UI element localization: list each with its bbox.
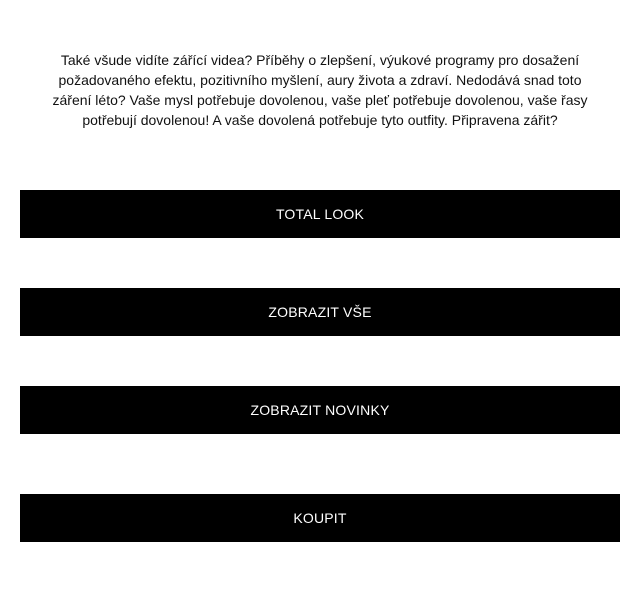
intro-text: Také všude vidíte zářící videa? Příběhy o zlepšení, výukové programy pro dosažení požadovaného efektu, pozitivního myšlení, aury života a zdraví. Nedodává snad toto záření léto? Vaše mysl potřebuje dovolenou, vaše pleť potřebuje dovolenou, vaše řasy potřebují dovolenou! A vaše dovolená potřebuje tyto outfity. Připravena zářit? — [52, 52, 588, 128]
total-look-button[interactable]: TOTAL LOOK — [20, 190, 620, 238]
show-all-button[interactable]: ZOBRAZIT VŠE — [20, 288, 620, 336]
buy-button[interactable]: KOUPIT — [20, 494, 620, 542]
show-new-button[interactable]: ZOBRAZIT NOVINKY — [20, 386, 620, 434]
